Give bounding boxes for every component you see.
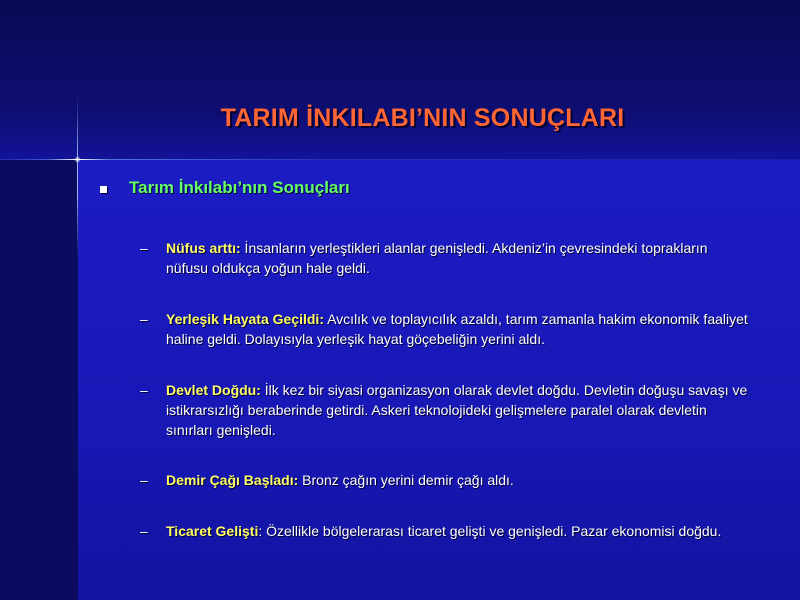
- sparkle-star-icon: [74, 156, 81, 163]
- dash-marker: –: [140, 523, 148, 539]
- main-bullet-text: Tarım İnkılabı’nın Sonuçları: [129, 178, 350, 197]
- list-item-body: [166, 521, 750, 541]
- square-bullet-icon: [100, 186, 107, 193]
- dash-marker: –: [140, 472, 148, 488]
- item-label: Devlet Doğdu:: [166, 382, 261, 398]
- item-text: İnsanların yerleştikleri alanlar genişledi. Akdeniz’in çevresindeki toprakların nüfusu oldukça yoğun hale geldi.: [166, 240, 708, 276]
- item-text: İlk kez bir siyasi organizasyon olarak devlet doğdu. Devletin doğuşu savaşı ve istikrarsızlığı beraberinde getirdi. Askeri teknolojideki gelişmelere paralel olarak devletin sınırları genişledi.: [166, 382, 748, 438]
- list-item-demir: [140, 470, 750, 490]
- slide-title: TARIM İNKILABI’NIN SONUÇLARI: [220, 104, 625, 132]
- list-item-ticaret: [140, 521, 750, 541]
- item-text: : Özellikle bölgelerarası ticaret gelişti ve genişledi. Pazar ekonomisi doğdu.: [258, 523, 722, 539]
- list-item-body: [166, 380, 750, 440]
- horizontal-divider-line: [0, 159, 800, 160]
- list-item-nufus: [140, 238, 750, 278]
- list-item-body: [166, 470, 750, 490]
- header-background: [0, 0, 800, 160]
- list-item-devlet: [140, 380, 750, 440]
- left-margin-band: [0, 160, 78, 600]
- dash-marker: –: [140, 382, 148, 398]
- item-label: Yerleşik Hayata Geçildi:: [166, 311, 324, 327]
- list-item-yerlesik: [140, 309, 750, 349]
- item-text: Avcılık ve toplayıcılık azaldı, tarım zamanla hakim ekonomik faaliyet haline geldi. Dolayısıyla yerleşik hayat göçebeliğin yerini aldı.: [166, 311, 748, 347]
- list-item-body: [166, 238, 750, 278]
- item-label: Nüfus arttı:: [166, 240, 241, 256]
- item-label: Demir Çağı Başladı:: [166, 472, 299, 488]
- item-label: Ticaret Gelişti: [166, 523, 259, 539]
- item-text: Bronz çağın yerini demir çağı aldı.: [298, 472, 514, 488]
- dash-marker: –: [140, 240, 148, 256]
- main-bullet: [100, 178, 350, 198]
- dash-marker: –: [140, 311, 148, 327]
- list-item-body: [166, 309, 750, 349]
